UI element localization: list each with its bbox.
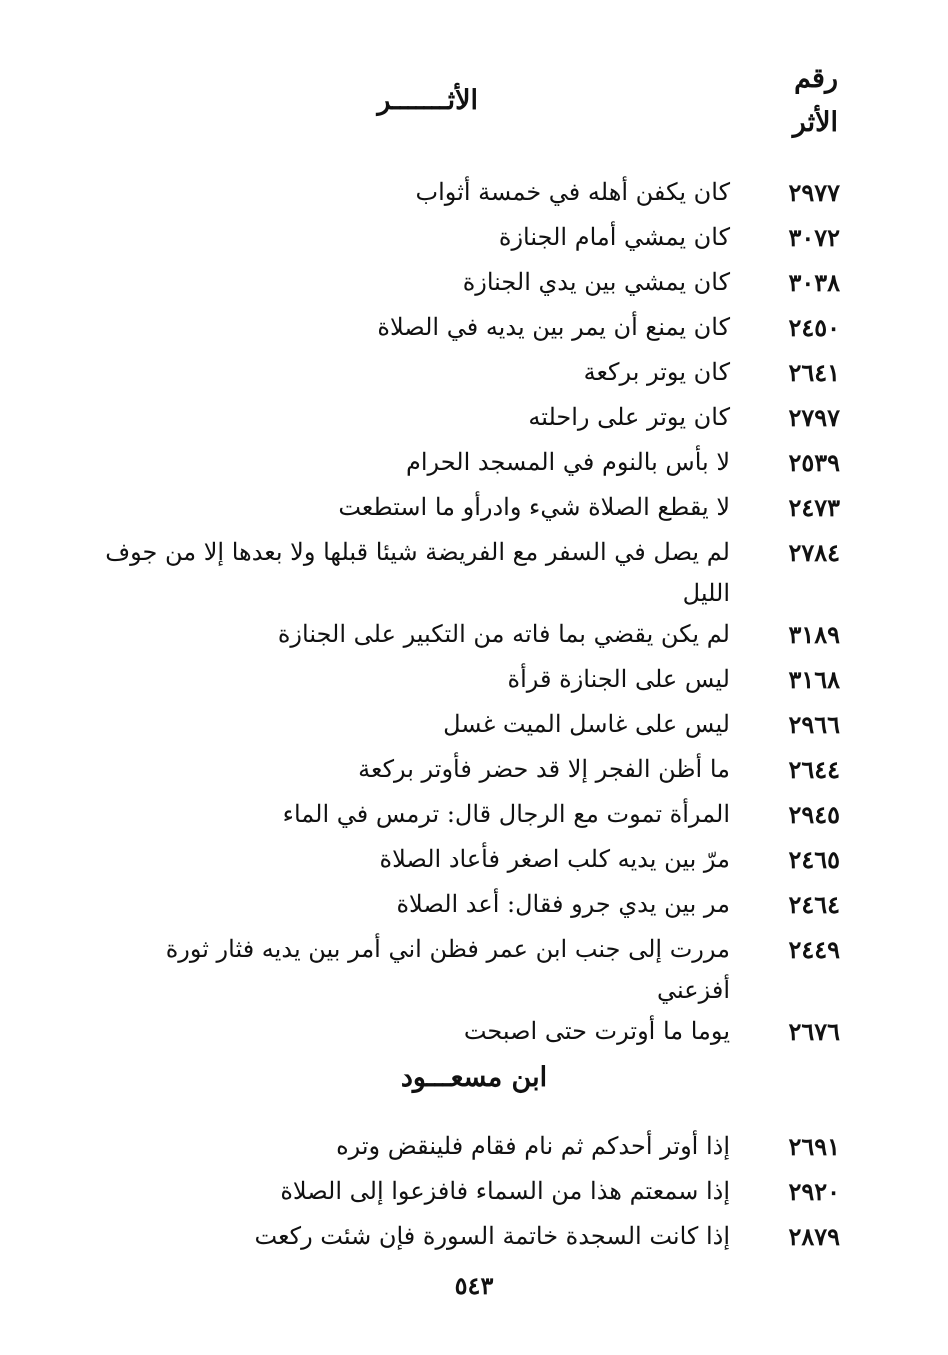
list-item (100, 397, 840, 442)
entry-text: لم يكن يقضي بما فاته من التكبير على الجنازة (277, 620, 730, 648)
entry-text: مر بين يدي جرو فقال: أعد الصلاة (396, 890, 730, 918)
list-item (100, 307, 840, 352)
list-item (100, 929, 840, 1011)
entry-number: ٣١٨٩ (788, 620, 840, 649)
entry-text: لا بأس بالنوم في المسجد الحرام (406, 448, 730, 476)
entry-text: إذا كانت السجدة خاتمة السورة فإن شئت ركعت (254, 1222, 730, 1250)
entry-text: كان يمشي بين يدي الجنازة (462, 268, 730, 296)
entry-number: ٢٤٦٤ (788, 890, 840, 919)
entry-text: إذا سمعتم هذا من السماء فافزعوا إلى الصلاة (280, 1177, 730, 1205)
entry-number: ٣٠٧٢ (788, 223, 840, 252)
list-item (100, 794, 840, 839)
section-heading: ابن مسعـــود (400, 1062, 548, 1093)
entry-number: ٢٨٧٩ (788, 1222, 840, 1251)
entry-number: ٣١٦٨ (788, 665, 840, 694)
entry-list (100, 172, 840, 1056)
entry-number: ٢٧٩٧ (788, 403, 840, 432)
entry-number: ٢٤٥٠ (788, 313, 840, 342)
number-column-header-line1: رقم (794, 63, 838, 94)
entry-text: كان يمشي أمام الجنازة (498, 223, 730, 251)
entry-text: كان يوتر بركعة (583, 358, 730, 386)
list-item (100, 1171, 840, 1216)
entry-number: ٢٦٤٤ (788, 755, 840, 784)
entry-number: ٢٩٢٠ (788, 1177, 840, 1206)
entry-text: ليس على غاسل الميت غسل (443, 710, 730, 738)
entry-text: المرأة تموت مع الرجال قال: ترمس في الماء (282, 800, 730, 828)
list-item (100, 1126, 840, 1171)
entry-number: ٢٩٦٦ (788, 710, 840, 739)
entry-number: ٢٧٨٤ (788, 538, 840, 567)
list-item (100, 1011, 840, 1056)
entry-number: ٢٦٧٦ (788, 1017, 840, 1046)
list-item (100, 659, 840, 704)
list-item (100, 614, 840, 659)
entry-text: ما أظن الفجر إلا قد حضر فأوتر بركعة (358, 755, 730, 783)
entry-number: ٢٤٤٩ (788, 935, 840, 964)
list-item (100, 352, 840, 397)
entry-text: ليس على الجنازة قرأة (507, 665, 730, 693)
entry-number: ٢٦٤١ (788, 358, 840, 387)
entry-number: ٢٩٧٧ (788, 178, 840, 207)
list-item (100, 884, 840, 929)
entry-text: كان يمنع أن يمر بين يديه في الصلاة (377, 313, 730, 341)
entry-text: يوما ما أوترت حتى اصبحت (463, 1017, 730, 1045)
entry-number: ٢٤٦٥ (788, 845, 840, 874)
list-item (100, 262, 840, 307)
list-item (100, 487, 840, 532)
entry-number: ٢٤٧٣ (788, 493, 840, 522)
entry-text: إذا أوتر أحدكم ثم نام فقام فلينقض وتره (336, 1132, 730, 1160)
list-item (100, 442, 840, 487)
entry-number: ٢٦٩١ (788, 1132, 840, 1161)
page-number: ٥٤٣ (454, 1271, 494, 1300)
list-item (100, 704, 840, 749)
entry-number: ٢٩٤٥ (788, 800, 840, 829)
entry-text: كان يكفن أهله في خمسة أثواب (415, 178, 730, 206)
entry-text: مررت إلى جنب ابن عمر فظن اني أمر بين يديه فثار ثورة أفزعني (165, 935, 730, 1004)
list-item (100, 172, 840, 217)
list-item (100, 1216, 840, 1261)
entry-number: ٢٥٣٩ (788, 448, 840, 477)
text-column-header: الأثـــــــر (377, 85, 478, 116)
entry-text: مرّ بين يديه كلب اصغر فأعاد الصلاة (379, 845, 730, 873)
entry-text: كان يوتر على راحلته (528, 403, 730, 431)
section-entry-list (100, 1126, 840, 1261)
list-item (100, 749, 840, 794)
list-item (100, 217, 840, 262)
number-column-header-line2: الأثر (792, 107, 838, 138)
entry-text: لم يصل في السفر مع الفريضة شيئا قبلها ولا بعدها إلا من جوف الليل (105, 538, 730, 607)
entry-text: لا يقطع الصلاة شيء وادرأو ما استطعت (338, 493, 730, 521)
list-item (100, 532, 840, 614)
entry-number: ٣٠٣٨ (788, 268, 840, 297)
list-item (100, 839, 840, 884)
